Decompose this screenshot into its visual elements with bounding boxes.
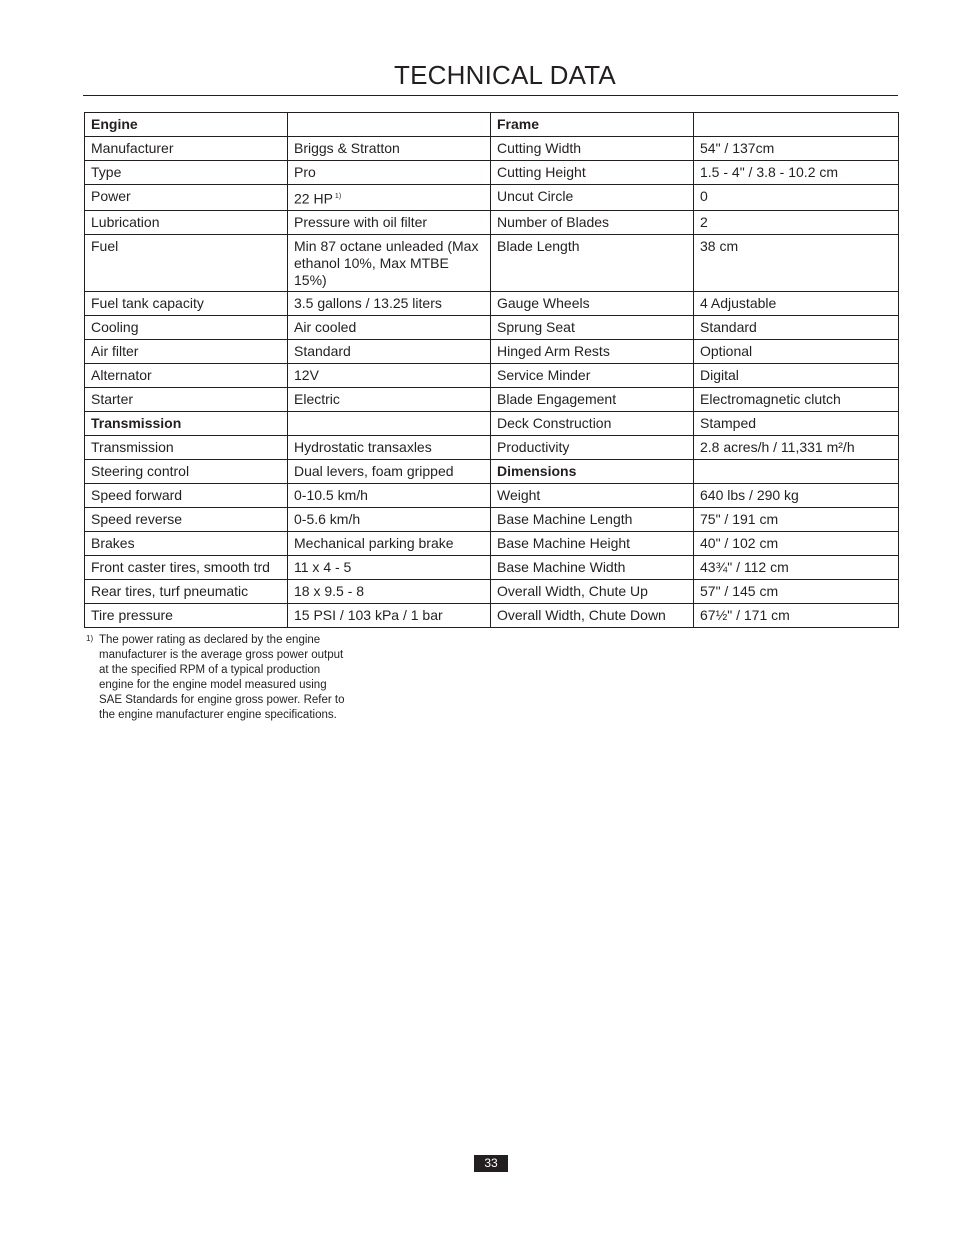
table-cell	[694, 137, 899, 161]
table-cell	[288, 185, 491, 211]
table-cell	[694, 161, 899, 185]
cell-text: Electromagnetic clutch	[700, 390, 841, 407]
table-row	[85, 161, 899, 185]
cell-text: 18 x 9.5 - 8	[294, 582, 365, 599]
table-cell	[288, 387, 491, 411]
cell-text: Brakes	[91, 534, 135, 551]
table-cell	[288, 603, 491, 627]
table-row	[85, 339, 899, 363]
table-cell	[491, 555, 694, 579]
table-cell	[694, 185, 899, 211]
cell-text: Dimensions	[497, 462, 577, 479]
cell-text: Overall Width, Chute Up	[497, 582, 648, 599]
table-cell	[288, 315, 491, 339]
cell-text: Lubrication	[91, 213, 160, 230]
cell-text: Type	[91, 164, 122, 180]
cell-text: Overall Width, Chute Down	[497, 606, 666, 623]
table-cell	[85, 234, 288, 291]
table-row	[85, 137, 899, 161]
cell-text: Optional	[700, 342, 753, 359]
table-cell	[694, 315, 899, 339]
table-cell	[694, 579, 899, 603]
table-cell	[288, 291, 491, 315]
cell-text: 22 HP	[294, 190, 333, 207]
table-row	[85, 210, 899, 234]
cell-text: Air cooled	[294, 318, 357, 335]
cell-text: Hinged Arm Rests	[497, 342, 610, 359]
table-cell	[288, 507, 491, 531]
cell-text: Electric	[294, 390, 340, 407]
footnote	[86, 633, 346, 723]
table-cell	[288, 579, 491, 603]
technical-data-table	[84, 112, 899, 628]
table-body	[85, 113, 899, 628]
cell-text: Fuel tank capacity	[91, 294, 204, 311]
table-cell	[288, 483, 491, 507]
table-cell	[85, 113, 288, 137]
table-row	[85, 387, 899, 411]
cell-text: Hydrostatic transaxles	[294, 438, 432, 455]
footnote-reference: 1)	[86, 634, 94, 643]
cell-text: Power	[91, 188, 131, 204]
footnote-marker: 1)	[334, 193, 342, 200]
cell-text: Transmission	[91, 414, 182, 431]
cell-text: Productivity	[497, 438, 570, 455]
cell-text: Speed forward	[91, 486, 183, 503]
table-cell	[694, 339, 899, 363]
cell-text: 2.8 acres/h / 11,331 m²/h	[700, 438, 855, 455]
table-row	[85, 435, 899, 459]
table-row	[85, 459, 899, 483]
table-cell	[491, 291, 694, 315]
table-cell	[288, 339, 491, 363]
cell-text: Fuel	[91, 237, 119, 254]
cell-text: Starter	[91, 390, 134, 407]
cell-text: Sprung Seat	[497, 318, 575, 335]
table-cell	[694, 411, 899, 435]
cell-text: Front caster tires, smooth trd	[91, 558, 270, 575]
table-cell	[85, 363, 288, 387]
table-cell	[491, 507, 694, 531]
table-cell	[694, 234, 899, 291]
cell-text: 2	[700, 213, 708, 230]
cell-text: 640 lbs / 290 kg	[700, 486, 799, 503]
table-cell	[85, 459, 288, 483]
cell-text: Pro	[294, 164, 316, 180]
table-cell	[491, 603, 694, 627]
cell-text: 12V	[294, 366, 319, 383]
cell-text: Speed reverse	[91, 510, 183, 527]
table-cell	[85, 531, 288, 555]
cell-text: Dual levers, foam gripped	[294, 462, 454, 479]
table-cell	[85, 339, 288, 363]
table-row	[85, 555, 899, 579]
cell-text: 0-5.6 km/h	[294, 510, 361, 527]
table-cell	[491, 339, 694, 363]
table-cell	[85, 579, 288, 603]
cell-text: 4 Adjustable	[700, 294, 777, 311]
table-cell	[491, 315, 694, 339]
title-divider	[83, 95, 898, 96]
cell-text: Base Machine Width	[497, 558, 626, 575]
table-cell	[85, 185, 288, 211]
table-cell	[491, 459, 694, 483]
cell-text: Mechanical parking brake	[294, 534, 454, 551]
table-cell	[694, 387, 899, 411]
cell-text: Base Machine Length	[497, 510, 633, 527]
cell-text: Standard	[700, 318, 757, 335]
table-cell	[85, 291, 288, 315]
table-cell	[85, 137, 288, 161]
footnote-text: The power rating as declared by the engine manufacturer is the average gross power output at the specified RPM of a typical production engine for the engine model measured using SAE Standards for engine gross power. Refer to the engine manufacturer engine specifications.	[99, 634, 345, 721]
table-cell	[694, 459, 899, 483]
cell-text: 3.5 gallons / 13.25 liters	[294, 294, 442, 311]
cell-text: Stamped	[700, 414, 757, 431]
table-row	[85, 185, 899, 211]
cell-text: Blade Length	[497, 237, 580, 254]
cell-text: Cutting Width	[497, 140, 582, 156]
table-cell	[694, 363, 899, 387]
cell-text: 38 cm	[700, 237, 739, 254]
cell-text: Deck Construction	[497, 414, 612, 431]
cell-text: Cutting Height	[497, 164, 586, 180]
cell-text: Service Minder	[497, 366, 591, 383]
table-cell	[491, 435, 694, 459]
table-row	[85, 291, 899, 315]
table-cell	[288, 531, 491, 555]
cell-text: 11 x 4 - 5	[294, 558, 352, 575]
cell-text: 43¾" / 112 cm	[700, 558, 789, 575]
cell-text: Standard	[294, 342, 351, 359]
table-cell	[694, 435, 899, 459]
cell-text: Air filter	[91, 342, 139, 359]
table-cell	[85, 603, 288, 627]
table-cell	[491, 113, 694, 137]
table-row	[85, 363, 899, 387]
table-row	[85, 234, 899, 291]
cell-text: Number of Blades	[497, 213, 610, 230]
cell-text: 57" / 145 cm	[700, 582, 779, 599]
table-row	[85, 603, 899, 627]
table-cell	[288, 113, 491, 137]
table-cell	[85, 161, 288, 185]
table-cell	[491, 483, 694, 507]
table-cell	[85, 435, 288, 459]
table-cell	[491, 411, 694, 435]
cell-text: Steering control	[91, 462, 190, 479]
table-cell	[491, 363, 694, 387]
cell-text: Manufacturer	[91, 140, 174, 156]
table-row	[85, 507, 899, 531]
cell-text: 0-10.5 km/h	[294, 486, 368, 503]
table-cell	[288, 363, 491, 387]
cell-text: 75" / 191 cm	[700, 510, 779, 527]
table-cell	[288, 137, 491, 161]
cell-text: 54" / 137cm	[700, 140, 775, 156]
cell-text: Digital	[700, 366, 739, 383]
table-cell	[491, 531, 694, 555]
table-cell	[491, 234, 694, 291]
cell-text: Briggs & Stratton	[294, 140, 400, 156]
table-row	[85, 113, 899, 137]
cell-text: Frame	[497, 116, 540, 132]
cell-text: 67½" / 171 cm	[700, 606, 790, 623]
table-cell	[491, 185, 694, 211]
page-number: 33	[474, 1155, 508, 1172]
table-row	[85, 579, 899, 603]
table-cell	[288, 411, 491, 435]
table-cell	[491, 137, 694, 161]
table-cell	[491, 210, 694, 234]
cell-text: 0	[700, 188, 708, 204]
table-cell	[85, 507, 288, 531]
table-cell	[694, 210, 899, 234]
table-cell	[694, 483, 899, 507]
cell-text: Transmission	[91, 438, 174, 455]
cell-text: Cooling	[91, 318, 139, 335]
table-cell	[694, 603, 899, 627]
cell-text: Base Machine Height	[497, 534, 631, 551]
table-cell	[85, 210, 288, 234]
cell-text: Min 87 octane unleaded (Max ethanol 10%, Max MTBE 15%)	[294, 237, 479, 288]
table-cell	[288, 555, 491, 579]
table-cell	[85, 483, 288, 507]
cell-text: Tire pressure	[91, 606, 173, 623]
cell-text: Weight	[497, 486, 541, 503]
table-cell	[491, 387, 694, 411]
table-cell	[288, 459, 491, 483]
table-row	[85, 483, 899, 507]
cell-text: Gauge Wheels	[497, 294, 590, 311]
table-cell	[288, 435, 491, 459]
table-cell	[694, 555, 899, 579]
table-cell	[85, 315, 288, 339]
table-cell	[491, 579, 694, 603]
table-cell	[694, 291, 899, 315]
table-row	[85, 315, 899, 339]
table-cell	[288, 234, 491, 291]
table-cell	[85, 387, 288, 411]
cell-text: Pressure with oil filter	[294, 213, 428, 230]
cell-text: Engine	[91, 116, 138, 132]
cell-text: 40" / 102 cm	[700, 534, 779, 551]
cell-text: 1.5 - 4" / 3.8 - 10.2 cm	[700, 164, 839, 180]
table-row	[85, 411, 899, 435]
table-cell	[491, 161, 694, 185]
cell-text: 15 PSI / 103 kPa / 1 bar	[294, 606, 443, 623]
table-cell	[288, 210, 491, 234]
table-cell	[85, 411, 288, 435]
table-row	[85, 531, 899, 555]
table-cell	[288, 161, 491, 185]
cell-text: Rear tires, turf pneumatic	[91, 582, 249, 599]
page-title: TECHNICAL DATA	[394, 60, 616, 90]
table-cell	[85, 555, 288, 579]
cell-text: Alternator	[91, 366, 152, 383]
table-cell	[694, 531, 899, 555]
table-cell	[694, 507, 899, 531]
cell-text: Blade Engagement	[497, 390, 617, 407]
cell-text: Uncut Circle	[497, 188, 574, 204]
table-cell	[694, 113, 899, 137]
